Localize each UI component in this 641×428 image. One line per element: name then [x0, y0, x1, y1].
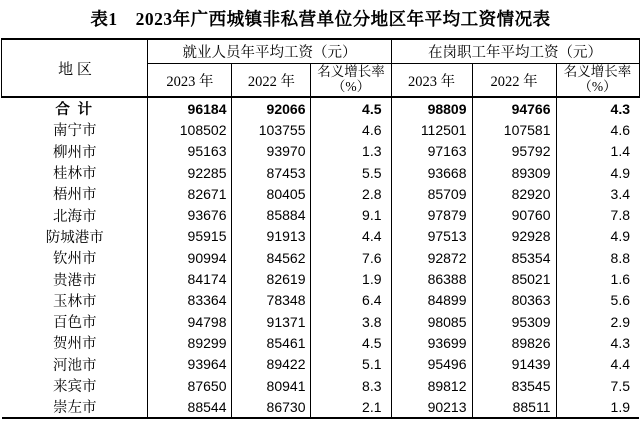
employed-growth-rate-cell: 5.1 — [311, 354, 391, 375]
employed-2022-cell: 84562 — [232, 247, 311, 268]
staff-2023-cell: 112501 — [391, 119, 472, 140]
table-row — [2, 311, 639, 332]
staff-2022-cell: 92928 — [472, 226, 556, 247]
employed-growth-rate-cell: 9.1 — [311, 204, 391, 225]
staff-growth-rate-cell: 7.8 — [556, 204, 639, 225]
col-header-employed-2022: 2022 年 — [232, 64, 311, 98]
staff-growth-rate-cell: 4.3 — [556, 332, 639, 353]
employed-growth-rate-cell: 4.4 — [311, 226, 391, 247]
table-row — [2, 332, 639, 353]
col-group-employed-wage: 就业人员年平均工资（元） — [148, 39, 391, 64]
employed-growth-rate-cell: 8.3 — [311, 375, 391, 396]
employed-growth-rate-cell: 2.8 — [311, 183, 391, 204]
employed-2023-cell: 89299 — [148, 332, 232, 353]
table-row — [2, 268, 639, 289]
staff-2022-cell: 89826 — [472, 332, 556, 353]
employed-2023-cell: 84174 — [148, 268, 232, 289]
staff-2022-cell: 83545 — [472, 375, 556, 396]
employed-2023-cell: 88544 — [148, 396, 232, 418]
staff-growth-rate-cell: 1.4 — [556, 141, 639, 162]
employed-2022-cell: 80405 — [232, 183, 311, 204]
employed-2023-cell: 96184 — [148, 97, 232, 119]
employed-growth-rate-cell: 4.5 — [311, 97, 391, 119]
rate-header-line1: 名义增长率 — [563, 64, 632, 80]
employed-2023-cell: 83364 — [148, 290, 232, 311]
staff-2023-cell: 97163 — [391, 141, 472, 162]
col-group-staff-wage: 在岗职工年平均工资（元） — [391, 39, 639, 64]
employed-2022-cell: 91913 — [232, 226, 311, 247]
employed-2023-cell: 93676 — [148, 204, 232, 225]
region-cell: 贺州市 — [2, 332, 148, 353]
table-title: 表1 2023年广西城镇非私营单位分地区年平均工资情况表 — [90, 9, 551, 29]
table-header — [2, 39, 639, 97]
rate-header-line1: 名义增长率 — [317, 64, 385, 80]
employed-growth-rate-cell: 5.5 — [311, 162, 391, 183]
employed-2023-cell: 93964 — [148, 354, 232, 375]
table-row — [2, 375, 639, 396]
staff-2023-cell: 97879 — [391, 204, 472, 225]
staff-growth-rate-cell: 8.8 — [556, 247, 639, 268]
employed-2023-cell: 90994 — [148, 247, 232, 268]
employed-growth-rate-cell: 4.5 — [311, 332, 391, 353]
staff-2023-cell: 92872 — [391, 247, 472, 268]
employed-2023-cell: 95163 — [148, 141, 232, 162]
region-cell: 南宁市 — [2, 119, 148, 140]
staff-growth-rate-cell: 5.6 — [556, 290, 639, 311]
col-header-employed-rate — [311, 64, 391, 98]
staff-2022-cell: 95792 — [472, 141, 556, 162]
staff-growth-rate-cell: 1.9 — [556, 396, 639, 418]
employed-2022-cell: 89422 — [232, 354, 311, 375]
col-header-staff-2022: 2022 年 — [472, 64, 556, 98]
employed-2022-cell: 86730 — [232, 396, 311, 418]
rate-header-line2: （%） — [578, 79, 617, 94]
staff-2023-cell: 89812 — [391, 375, 472, 396]
table-row — [2, 290, 639, 311]
table-row — [2, 396, 639, 418]
col-header-staff-2023: 2023 年 — [391, 64, 472, 98]
staff-2023-cell: 93699 — [391, 332, 472, 353]
region-cell: 百色市 — [2, 311, 148, 332]
region-cell: 梧州市 — [2, 183, 148, 204]
employed-2023-cell: 82671 — [148, 183, 232, 204]
employed-2022-cell: 93970 — [232, 141, 311, 162]
employed-growth-rate-cell: 6.4 — [311, 290, 391, 311]
staff-2022-cell: 88511 — [472, 396, 556, 418]
employed-growth-rate-cell: 4.6 — [311, 119, 391, 140]
staff-2023-cell: 93668 — [391, 162, 472, 183]
employed-growth-rate-cell: 1.3 — [311, 141, 391, 162]
staff-2022-cell: 89309 — [472, 162, 556, 183]
employed-growth-rate-cell: 7.6 — [311, 247, 391, 268]
staff-2022-cell: 85021 — [472, 268, 556, 289]
employed-2022-cell: 92066 — [232, 97, 311, 119]
col-header-staff-rate — [556, 64, 639, 98]
employed-2022-cell: 82619 — [232, 268, 311, 289]
staff-growth-rate-cell: 7.5 — [556, 375, 639, 396]
header-group-row — [2, 39, 639, 64]
staff-2022-cell: 80363 — [472, 290, 556, 311]
employed-2022-cell: 80941 — [232, 375, 311, 396]
staff-2023-cell: 95496 — [391, 354, 472, 375]
table-row — [2, 247, 639, 268]
region-cell: 崇左市 — [2, 396, 148, 418]
staff-2022-cell: 85354 — [472, 247, 556, 268]
wage-table — [1, 38, 639, 419]
rate-header-line2: （%） — [331, 79, 371, 94]
employed-2022-cell: 78348 — [232, 290, 311, 311]
employed-growth-rate-cell: 2.1 — [311, 396, 391, 418]
table-row — [2, 97, 639, 119]
staff-2023-cell: 90213 — [391, 396, 472, 418]
staff-2022-cell: 82920 — [472, 183, 556, 204]
staff-2022-cell: 90760 — [472, 204, 556, 225]
staff-growth-rate-cell: 4.9 — [556, 162, 639, 183]
employed-2022-cell: 91371 — [232, 311, 311, 332]
col-header-employed-2023: 2023 年 — [148, 64, 232, 98]
employed-2022-cell: 87453 — [232, 162, 311, 183]
table-row — [2, 119, 639, 140]
employed-2022-cell: 85884 — [232, 204, 311, 225]
region-cell: 防城港市 — [2, 226, 148, 247]
staff-growth-rate-cell: 2.9 — [556, 311, 639, 332]
region-cell: 合 计 — [2, 97, 148, 119]
staff-growth-rate-cell: 4.3 — [556, 97, 639, 119]
staff-2022-cell: 91439 — [472, 354, 556, 375]
staff-2023-cell: 86388 — [391, 268, 472, 289]
staff-growth-rate-cell: 3.4 — [556, 183, 639, 204]
table-row — [2, 204, 639, 225]
employed-growth-rate-cell: 3.8 — [311, 311, 391, 332]
table-row — [2, 141, 639, 162]
employed-2023-cell: 108502 — [148, 119, 232, 140]
region-cell: 贵港市 — [2, 268, 148, 289]
region-cell: 北海市 — [2, 204, 148, 225]
staff-2022-cell: 95309 — [472, 311, 556, 332]
staff-growth-rate-cell: 4.4 — [556, 354, 639, 375]
staff-2022-cell: 94766 — [472, 97, 556, 119]
staff-growth-rate-cell: 4.9 — [556, 226, 639, 247]
employed-2023-cell: 92285 — [148, 162, 232, 183]
region-cell: 柳州市 — [2, 141, 148, 162]
staff-growth-rate-cell: 4.6 — [556, 119, 639, 140]
staff-2023-cell: 98809 — [391, 97, 472, 119]
region-cell: 来宾市 — [2, 375, 148, 396]
region-cell: 钦州市 — [2, 247, 148, 268]
staff-2023-cell: 84899 — [391, 290, 472, 311]
region-cell: 玉林市 — [2, 290, 148, 311]
employed-growth-rate-cell: 1.9 — [311, 268, 391, 289]
staff-2023-cell: 85709 — [391, 183, 472, 204]
col-header-region: 地 区 — [2, 39, 148, 97]
staff-2023-cell: 98085 — [391, 311, 472, 332]
employed-2023-cell: 95915 — [148, 226, 232, 247]
employed-2022-cell: 85461 — [232, 332, 311, 353]
employed-2023-cell: 94798 — [148, 311, 232, 332]
employed-2022-cell: 103755 — [232, 119, 311, 140]
table-body — [2, 97, 639, 418]
region-cell: 桂林市 — [2, 162, 148, 183]
employed-2023-cell: 87650 — [148, 375, 232, 396]
table-row — [2, 354, 639, 375]
staff-2022-cell: 107581 — [472, 119, 556, 140]
staff-2023-cell: 97513 — [391, 226, 472, 247]
staff-growth-rate-cell: 1.6 — [556, 268, 639, 289]
table-row — [2, 162, 639, 183]
table-row — [2, 226, 639, 247]
region-cell: 河池市 — [2, 354, 148, 375]
table-row — [2, 183, 639, 204]
